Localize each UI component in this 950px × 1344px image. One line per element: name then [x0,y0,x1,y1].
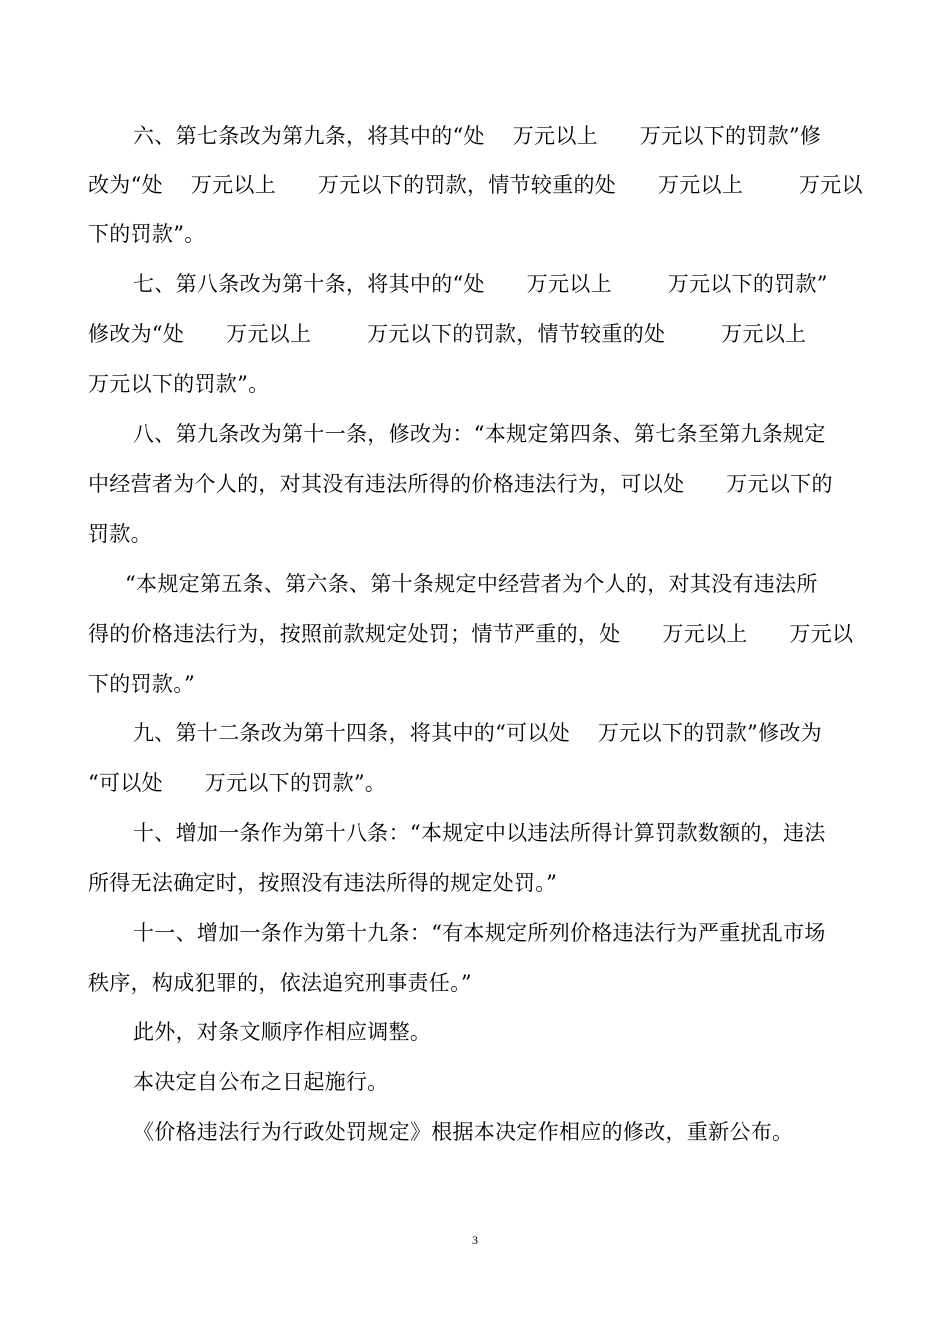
text-line: 十、增加一条作为第十八条：“本规定中以违法所得计算罚款数额的，违法 [133,821,826,845]
text-line: 本决定自公布之日起施行。 [133,1070,389,1094]
text-line: 《价格违法行为行政处罚规定》根据本决定作相应的修改，重新公布。 [133,1120,794,1144]
text-line: 中经营者为个人的，对其没有违法所得的价格违法行为，可以处 万元以下的 [88,472,833,496]
page-number: 3 [472,1233,478,1247]
text-line: 七、第八条改为第十条，将其中的“处 万元以上 万元以下的罚款” [133,272,828,296]
text-line: 此外，对条文顺序作相应调整。 [133,1020,432,1044]
text-line: 下的罚款。” [88,672,196,696]
text-line: “可以处 万元以下的罚款”。 [88,771,387,795]
text-line: 六、第七条改为第九条，将其中的“处 万元以上 万元以下的罚款”修 [133,124,822,148]
text-line: 十一、增加一条作为第十九条：“有本规定所列价格违法行为严重扰乱市场 [133,921,826,945]
text-line: 改为“处 万元以上 万元以下的罚款，情节较重的处 万元以上 万元以 [88,173,863,197]
text-line: “本规定第五条、第六条、第十条规定中经营者为个人的，对其没有违法所 [125,572,818,596]
text-line: 万元以下的罚款”。 [88,372,270,396]
text-line: 修改为“处 万元以上 万元以下的罚款，情节较重的处 万元以上 [88,322,807,346]
text-line: 罚款。 [88,522,152,546]
text-line: 所得无法确定时，按照没有违法所得的规定处罚。” [88,871,558,895]
text-line: 九、第十二条改为第十四条，将其中的“可以处 万元以下的罚款”修改为 [133,721,822,745]
text-line: 秩序，构成犯罪的，依法追究刑事责任。” [88,971,472,995]
text-line: 下的罚款”。 [88,222,206,246]
text-line: 得的价格违法行为，按照前款规定处罚；情节严重的，处 万元以上 万元以 [88,622,854,646]
text-line: 八、第九条改为第十一条，修改为：“本规定第四条、第七条至第九条规定 [133,422,826,446]
